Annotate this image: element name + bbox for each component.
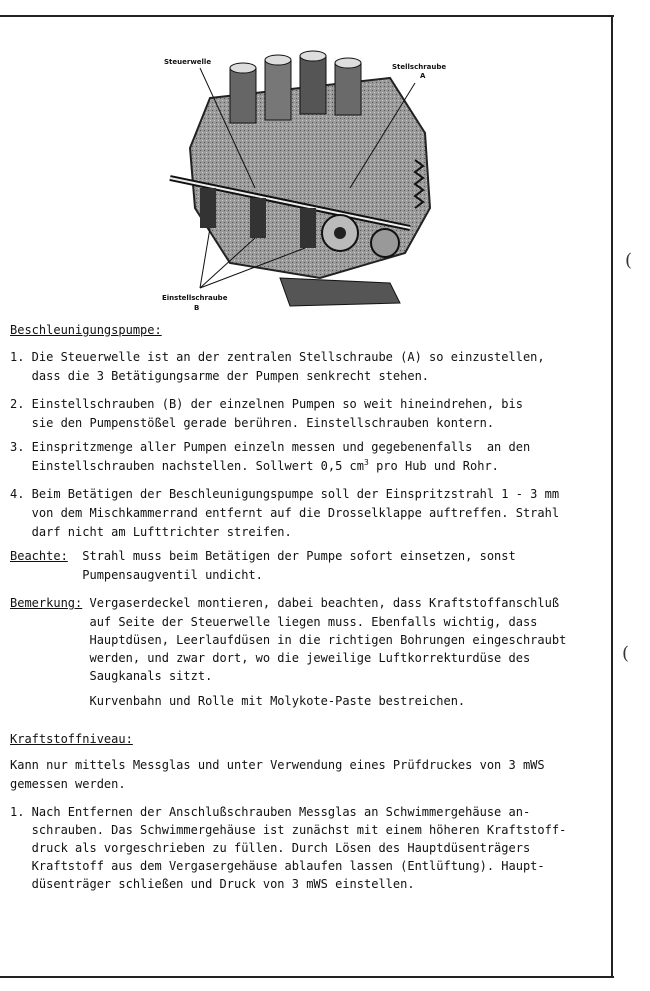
beachte-text: Strahl muss beim Betätigen der Pumpe sofort einsetzen, sonst [67,549,516,563]
bemerkung-line4: werden, und zwar dort, wo die jeweilige Luftkorrekturdüse des [10,651,531,665]
superscript-3: 3 [364,458,369,467]
margin-mark-2: ( [622,643,630,664]
kraftstoff-intro-line2: gemessen werden. [10,777,126,791]
carburetor-photo [160,38,460,318]
heading-kraftstoffniveau: Kraftstoffniveau: [10,732,133,746]
page-border-right [611,15,613,978]
bemerkung-text: Vergaserdeckel montieren, dabei beachten, dass Kraftstoffanschluß [82,596,560,610]
label-einstellschraube: Einstellschraube [162,294,228,302]
margin-mark-1: ( [625,250,633,271]
list-item-1-line1: 1. Die Steuerwelle ist an der zentralen Stellschraube (A) so einzustellen, [10,350,545,364]
page-border-top [0,15,614,17]
label-stellschraube: Stellschraube [392,63,447,71]
list-item-2-line1: 2. Einstellschrauben (B) der einzelnen Pumpen so weit hineindrehen, bis [10,397,523,411]
carburetor-illustration [160,38,460,318]
list-item-4-line3: darf nicht am Lufttrichter streifen. [10,525,292,539]
kraftstoff-item-line4: Kraftstoff aus dem Vergasergehäuse ablaufen lassen (Entlüftung). Haupt- [10,859,545,873]
heading-beschleunigungspumpe: Beschleunigungspumpe: [10,323,162,337]
list-item-1-line2: dass die 3 Betätigungsarme der Pumpen senkrecht stehen. [10,369,430,383]
beachte-label: Beachte: [10,549,68,563]
list-item-4-line1: 4. Beim Betätigen der Beschleunigungspumpe soll der Einspritzstrahl 1 - 3 mm [10,487,560,501]
label-stellschraube-letter: A [420,72,426,80]
list-item-3-line1: 3. Einspritzmenge aller Pumpen einzeln messen und gegebenenfalls an den [10,440,531,454]
bemerkung-label: Bemerkung: [10,596,83,610]
bemerkung-extra: Kurvenbahn und Rolle mit Molykote-Paste bestreichen. [10,694,466,708]
bemerkung-line2: auf Seite der Steuerwelle liegen muss. Ebenfalls wichtig, dass [10,615,538,629]
kraftstoff-item-line5: düsenträger schließen und Druck von 3 mWS einstellen. [10,877,415,891]
bemerkung-line3: Hauptdüsen, Leerlaufdüsen in die richtigen Bohrungen eingeschraubt [10,633,567,647]
kraftstoff-item-line2: schrauben. Das Schwimmergehäuse ist zunächst mit einem höheren Kraftstoff- [10,823,567,837]
bemerkung-line1 [10,594,559,613]
list-item-3-line2-text: Einstellschrauben nachstellen. Sollwert 0,5 cm [10,459,365,473]
page-border-bottom [0,976,614,978]
kraftstoff-item-line1: 1. Nach Entfernen der Anschlußschrauben Messglas an Schwimmergehäuse an- [10,805,531,819]
list-item-2-line2: sie den Pumpenstößel gerade berühren. Einstellschrauben kontern. [10,416,495,430]
kraftstoff-item-line3: druck als vorgeschrieben zu füllen. Durch Lösen des Hauptdüsenträgers [10,841,531,855]
bemerkung-line5: Saugkanals sitzt. [10,669,213,683]
list-item-3-line2-rest: pro Hub und Rohr. [368,459,499,473]
beachte-line1 [10,547,516,566]
list-item-3-line2 [10,457,499,476]
kraftstoff-intro-line1: Kann nur mittels Messglas und unter Verwendung eines Prüfdruckes von 3 mWS [10,758,545,772]
label-einstellschraube-letter: B [194,304,200,312]
label-steuerwelle: Steuerwelle [164,58,212,66]
list-item-4-line2: von dem Mischkammerrand entfernt auf die Drosselklappe auftreffen. Strahl [10,506,560,520]
beachte-line2: Pumpensaugventil undicht. [10,568,263,582]
